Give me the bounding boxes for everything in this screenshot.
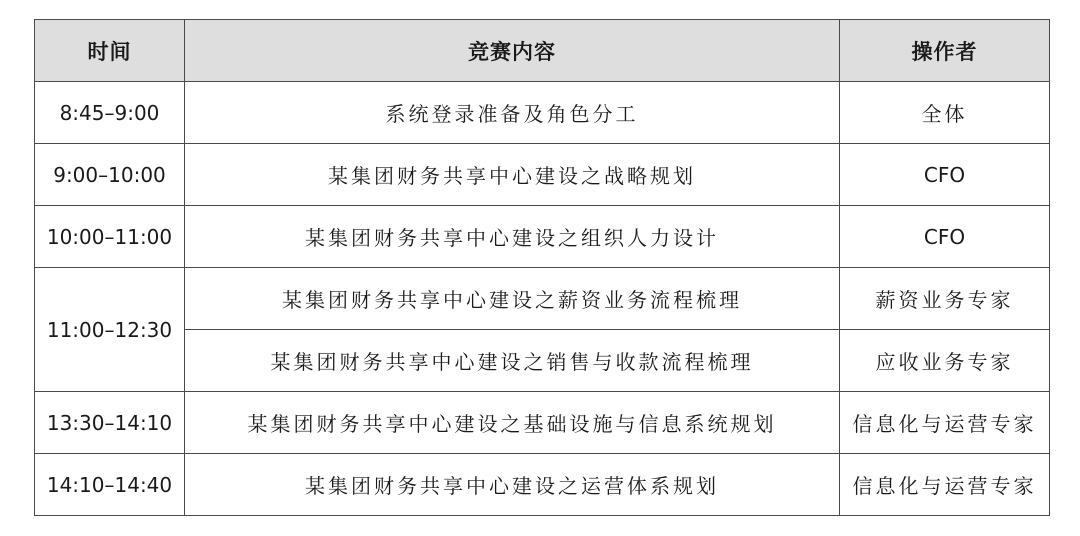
competition-schedule-table xyxy=(34,19,1050,516)
content-cell: 某集团财务共享中心建设之运营体系规划 xyxy=(185,454,840,516)
operator-cell: 薪资业务专家 xyxy=(840,268,1050,330)
header-time: 时间 xyxy=(35,20,185,82)
header-operator: 操作者 xyxy=(840,20,1050,82)
header-content: 竞赛内容 xyxy=(185,20,840,82)
table-body xyxy=(35,82,1050,516)
header-row xyxy=(35,20,1050,82)
table-row xyxy=(35,454,1050,516)
content-cell: 某集团财务共享中心建设之销售与收款流程梳理 xyxy=(185,330,840,392)
content-cell: 系统登录准备及角色分工 xyxy=(185,82,840,144)
time-cell-merged: 11:00–12:30 xyxy=(35,268,185,392)
operator-cell: CFO xyxy=(840,206,1050,268)
time-cell: 10:00–11:00 xyxy=(35,206,185,268)
operator-cell: 信息化与运营专家 xyxy=(840,454,1050,516)
content-cell: 某集团财务共享中心建设之战略规划 xyxy=(185,144,840,206)
time-cell: 8:45–9:00 xyxy=(35,82,185,144)
table-row xyxy=(35,206,1050,268)
content-cell: 某集团财务共享中心建设之薪资业务流程梳理 xyxy=(185,268,840,330)
table-row xyxy=(35,392,1050,454)
content-cell: 某集团财务共享中心建设之组织人力设计 xyxy=(185,206,840,268)
operator-cell: 信息化与运营专家 xyxy=(840,392,1050,454)
content-cell: 某集团财务共享中心建设之基础设施与信息系统规划 xyxy=(185,392,840,454)
table-row xyxy=(35,330,1050,392)
table-row xyxy=(35,82,1050,144)
operator-cell: 应收业务专家 xyxy=(840,330,1050,392)
table-row xyxy=(35,144,1050,206)
operator-cell: 全体 xyxy=(840,82,1050,144)
time-cell: 14:10–14:40 xyxy=(35,454,185,516)
table-row xyxy=(35,268,1050,330)
table-header xyxy=(35,20,1050,82)
operator-cell: CFO xyxy=(840,144,1050,206)
time-cell: 13:30–14:10 xyxy=(35,392,185,454)
time-cell: 9:00–10:00 xyxy=(35,144,185,206)
